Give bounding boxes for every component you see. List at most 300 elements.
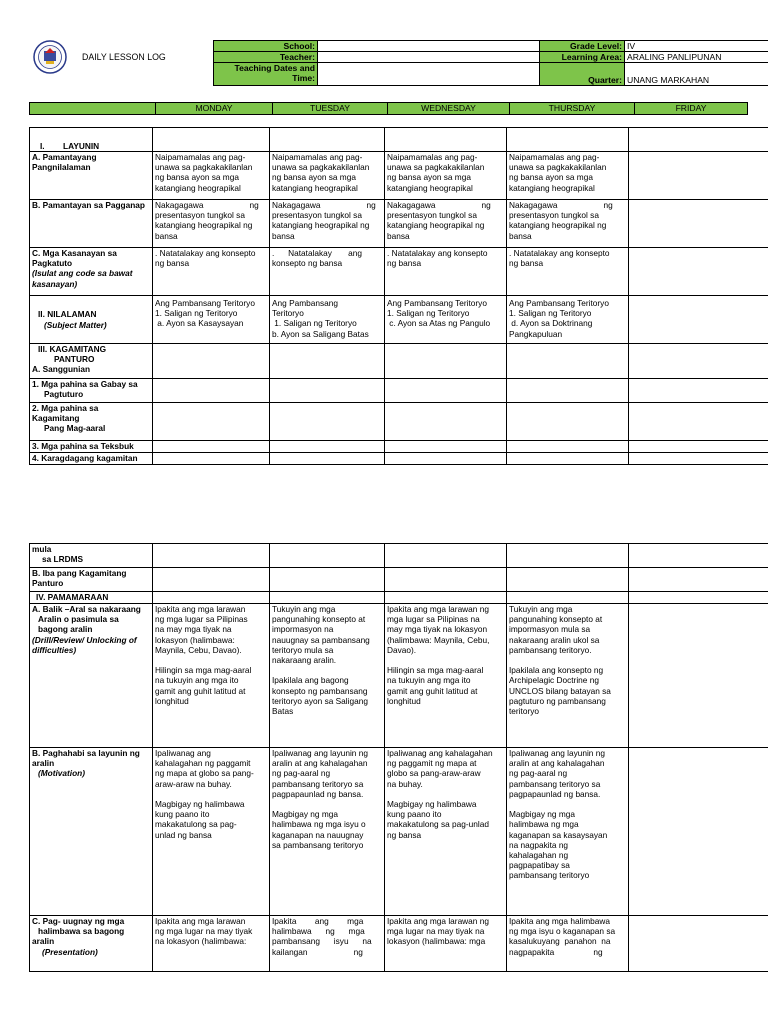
cell-thursday[interactable] [507,748,629,916]
cell-line: pambansang teritoryo. [509,644,592,655]
cell-line: katangiang heograpikal [509,182,595,193]
cell-line: katangiang heograpikal [387,182,473,193]
quarter-value-text: UNANG MARKAHAN [627,75,710,85]
cell-line: d. Ayon sa Doktrinang [509,318,593,329]
row-label-kagamitang-mag-aaral [30,403,153,441]
cell-line: Nakagagawa ng [387,200,491,210]
cell-line: presentasyon tungkol sa [272,210,362,221]
cell-line: longhitud [387,695,421,706]
days-bar [29,102,748,115]
cell-line: Teritoryo [272,308,304,319]
label-line: B. Paghahabi sa layunin ng [32,748,140,758]
cell[interactable] [153,128,270,152]
cell-line: unawa sa pagkakakilanlan [509,162,607,173]
cell-line: pangunahing konsepto at [272,614,366,625]
cell[interactable] [270,441,385,453]
cell-wednesday[interactable] [385,604,507,748]
cell-line: na tukuyin ang mga ito [155,675,239,686]
cell-line: katangiang heograpikal ng [509,220,607,231]
row-label-nilalaman [30,296,153,344]
cell-friday[interactable] [629,248,768,296]
cell-line: Ipakilala ang konsepto ng [509,665,604,676]
label-line: Pagkatuto [32,258,73,269]
label-line: Pangnilalaman [32,162,91,173]
cell-line: teritoryo mula sa [272,644,334,655]
cell-line: Naipamamalas ang pag- [272,152,363,162]
cell-wednesday[interactable] [385,248,507,296]
cell[interactable] [385,592,507,604]
cell-line: araw-araw na buhay. [155,778,232,789]
cell-line: unawa sa pagkakakilanlan [272,162,370,173]
cell-line-spacer [387,789,504,799]
cell-thursday[interactable] [507,200,629,248]
cell-line: Tukuyin ang mga [509,604,573,614]
cell[interactable] [385,379,507,403]
cell-line: halimbawa ng mga isyu o [272,819,366,830]
label-line: B. Iba pang Kagamitang [32,568,127,578]
label-line: Pagtuturo [44,389,84,400]
cell-line: Ang Pambansang Teritoryo [509,298,609,308]
cell-line: Ipakita ang mga [272,916,364,926]
cell-line: Maynila, Cebu, Davao). [155,644,242,655]
cell-line-spacer [509,655,626,665]
label-line: A. Balik –Aral sa nakaraang [32,604,141,614]
cell-line: na nagpakita ng [509,839,569,850]
cell-line: Ipakita ang mga larawan [155,916,246,926]
cell-wednesday[interactable] [385,916,507,972]
cell-monday[interactable] [153,916,270,972]
cell-line-spacer [272,799,382,809]
cell-line: halimbawa ng mga [272,926,365,937]
label-line: C. Pag- uugnay ng mga [32,916,125,926]
cell-line: Archipelagic Doctrine ng [509,675,599,686]
cell-line-spacer [387,655,504,665]
cell-line: presentasyon tungkol sa [155,210,245,221]
day-thursday: THURSDAY [510,103,635,115]
cell-thursday[interactable] [507,152,629,200]
quarter-value[interactable] [625,63,768,86]
cell-line: kaganapan sa kasaysayan [509,829,608,840]
cell-line: ng bansa [155,258,190,269]
cell-wednesday[interactable] [385,200,507,248]
cell-line: gamit ang guhit latitud at [387,685,478,696]
page-title: DAILY LESSON LOG [82,52,166,62]
cell[interactable] [153,441,270,453]
cell-line: pambansang isyu na [272,936,372,947]
cell-line: aralin at ang kahalagahan [272,758,368,769]
cell[interactable] [385,544,507,568]
cell-line: makakatulong sa pag-unlad [387,819,489,830]
cell-line: kailangan ng [272,946,363,957]
label-line: kasanayan) [32,278,78,289]
cell-line: pagtuturo ng pambansang [509,695,606,706]
cell-line: katangiang heograpikal [155,182,241,193]
cell[interactable] [629,544,768,568]
cell[interactable] [153,344,270,379]
cell[interactable] [153,568,270,592]
cell-line: nakaraang aralin ukol sa [509,634,600,645]
label-line: B. Pamantayan sa Pagganap [32,200,145,210]
cell-friday[interactable] [629,296,768,344]
area-value[interactable]: ARALING PANLIPUNAN [625,52,768,63]
cell-line: mga lugar na may tiyak na [387,926,485,937]
label-line: (Subject Matter) [44,319,107,330]
cell-line: Ipaliwanag ang layunin ng [509,748,605,758]
cell-line: kung paano ito [387,809,442,820]
cell-line: kaganapan na nauugnay [272,829,364,840]
cell-line: Ang Pambansang [272,298,338,308]
row-label-karagdagang-kagamitan [30,453,153,465]
cell-line: Ipaliwanag ang kahalagahan [387,748,493,758]
cell-line: teritoryo ayon sa Saligang [272,695,368,706]
label-line: 2. Mga pahina sa [32,403,99,413]
cell-line: nauugnay sa pambansang [272,634,370,645]
label-line: IV. PAMAMARAAN [36,592,109,602]
cell-line: Hilingin sa mga mag-aaral [387,665,484,676]
label-line: (Presentation) [42,946,98,957]
cell[interactable] [507,128,629,152]
cell-line: a. Ayon sa Kasaysayan [155,318,244,329]
cell-friday[interactable] [629,916,768,972]
cell-thursday[interactable] [507,296,629,344]
cell[interactable] [507,592,629,604]
cell-line: kahalagahan ng [509,850,569,861]
cell[interactable] [507,344,629,379]
cell[interactable] [153,453,270,465]
label-line: halimbawa sa bagong [38,926,125,937]
row-label-pamantayan-sa-pagganap [30,200,153,248]
cell[interactable] [629,568,768,592]
label-line: difficulties) [32,644,77,655]
day-friday: FRIDAY [635,103,748,115]
area-label: Learning Area: [540,52,625,63]
cell[interactable] [270,403,385,441]
cell-line: konsepto ng pambansang [272,685,368,696]
cell-line: sa pambansang teritoryo [272,839,364,850]
cell-line: makakatulong sa pag- [155,819,237,830]
cell-line: Magbigay ng mga [509,809,575,820]
cell-line: Naipamamalas ang pag- [387,152,478,162]
cell-line-spacer [272,665,382,675]
cell[interactable] [153,544,270,568]
label-line: II. NILALAMAN [38,309,97,320]
cell[interactable] [629,441,768,453]
lesson-table-part-2 [29,543,768,972]
cell[interactable] [507,379,629,403]
layunin-text: I. LAYUNIN [40,140,100,151]
row-label-teksbuk [30,441,153,453]
cell-tuesday[interactable] [270,916,385,972]
cell-monday[interactable] [153,200,270,248]
cell-line: ng mga lugar na may tiyak [155,926,253,937]
cell-line: lokasyon (halimbawa: mga [387,936,486,947]
label-line: 1. Mga pahina sa Gabay sa [32,379,138,389]
cell-line: ng mapa at globo sa pang- [155,768,254,779]
cell-line: Batas [272,706,294,717]
cell-line: (halimbawa: Maynila, Cebu, [387,634,490,645]
cell-friday[interactable] [629,152,768,200]
day-wednesday: WEDNESDAY [388,103,510,115]
label-line: A. Sanggunian [32,364,91,375]
cell[interactable] [507,453,629,465]
cell-line: 1. Saligan ng Teritoryo [387,308,470,319]
cell[interactable] [629,592,768,604]
label-line: (Motivation) [38,768,86,779]
school-field[interactable] [318,41,540,52]
row-label-pag-uugnay [30,916,153,972]
dates-field[interactable] [318,63,540,86]
cell-tuesday[interactable] [270,248,385,296]
cell-line: may mga tiyak na lokasyon [387,624,488,635]
cell[interactable] [385,128,507,152]
cell[interactable] [270,128,385,152]
cell-line: na buhay. [387,778,423,789]
cell-monday[interactable] [153,604,270,748]
cell-line: bansa [387,230,410,241]
cell-line: ng mga lugar sa Pilipinas [155,614,248,625]
label-line: 3. Mga pahina sa Teksbuk [32,441,134,451]
cell[interactable] [385,344,507,379]
cell-line: Naipamamalas ang pag- [155,152,246,162]
cell[interactable] [270,544,385,568]
row-label-iba-pang-kagamitang [30,568,153,592]
cell-line: ng bansa [387,258,422,269]
cell[interactable] [507,441,629,453]
label-line: 4. Karagdagang kagamitan [32,453,138,463]
cell[interactable] [153,403,270,441]
days-bar-blank [30,103,156,115]
cell-line: bansa [272,230,295,241]
cell-line: Ang Pambansang Teritoryo [387,298,487,308]
cell-tuesday[interactable] [270,748,385,916]
cell-line: b. Ayon sa Saligang Batas [272,328,369,339]
cell-line: bansa [155,230,178,241]
cell-line: UNCLOS bilang batayan sa [509,685,611,696]
label-line: C. Mga Kasanayan sa [32,248,117,258]
cell[interactable] [385,403,507,441]
label-line: mula [32,544,52,554]
cell-line: Davao). [387,644,417,655]
cell-line: ng paggamit ng mapa at [387,758,477,769]
cell-line: ng mga isyu o kaganapan sa [509,926,616,937]
cell-line: pambansang teritoryo sa [509,778,601,789]
cell-line: ng bansa ayon sa mga [272,172,356,183]
day-monday: MONDAY [156,103,273,115]
cell-line: aralin at ang kahalagahan [509,758,605,769]
cell-line: ng bansa [509,258,544,269]
cell-line: c. Ayon sa Atas ng Pangulo [387,318,491,329]
cell[interactable] [629,128,768,152]
cell-line: . Natatalakay ang konsepto [509,248,610,258]
cell-line: unlad ng bansa [155,829,212,840]
cell-line: kahalagahan ng paggamit [155,758,251,769]
cell-line: ng pag-aaral ng [509,768,568,779]
cell-line: pambansang teritoryo sa [272,778,364,789]
cell-line: 1. Saligan ng Teritoryo [509,308,592,319]
row-label-kasanayan-sa-pagkatuto [30,248,153,296]
row-label-lrdms [30,544,153,568]
cell[interactable] [507,403,629,441]
cell-line: bansa [509,230,532,241]
cell-line: na may mga tiyak na [155,624,232,635]
cell-line: Ipakita ang mga larawan [155,604,246,614]
cell[interactable] [629,344,768,379]
label-line: sa LRDMS [42,554,84,565]
cell-line: . Natatalakay ang konsepto [387,248,488,258]
cell-line: nagpapakita ng [509,946,603,957]
cell-line: Ipakita ang mga larawan ng [387,916,489,926]
cell-line: halimbawa ng mga [509,819,579,830]
cell-line: teritoryo [509,706,539,717]
label-line: Pang Mag-aaral [44,423,106,434]
row-label-pamamaraan [30,592,153,604]
cell[interactable] [270,592,385,604]
cell[interactable] [629,379,768,403]
cell-line: longhitud [155,695,189,706]
cell-tuesday[interactable] [270,200,385,248]
cell-line: . Natatalakay ang [272,248,362,258]
cell-line: presentasyon tungkol sa [509,210,599,221]
cell-thursday[interactable] [507,916,629,972]
label-line: Kagamitang [32,413,80,424]
row-label-pamantayang-pangnilalaman [30,152,153,200]
cell-line: ng bansa [387,829,422,840]
label-line: bagong aralin [38,624,93,635]
cell-friday[interactable] [629,200,768,248]
cell-wednesday[interactable] [385,296,507,344]
cell-monday[interactable] [153,296,270,344]
cell-line: globo sa pang-araw-araw [387,768,481,779]
cell-line: Tukuyin ang mga [272,604,336,614]
cell-tuesday[interactable] [270,296,385,344]
cell-friday[interactable] [629,748,768,916]
label-line: aralin [32,936,55,947]
cell[interactable] [270,344,385,379]
cell[interactable] [629,453,768,465]
cell-line: pagpapatibay sa [509,860,570,871]
cell-line: unawa sa pagkakakilanlan [155,162,253,173]
label-line: Aralin o pasimula sa [38,614,119,625]
cell-line: Ipakita ang mga halimbawa [509,916,611,926]
cell[interactable] [385,441,507,453]
deped-seal-logo [33,40,67,74]
grade-value[interactable]: IV [625,41,768,52]
cell-line-spacer [155,655,267,665]
cell-monday[interactable] [153,748,270,916]
row-label-paghahabi [30,748,153,916]
cell-line: Pangkapuluan [509,328,563,339]
cell[interactable] [270,453,385,465]
cell-line: 1. Saligan ng Teritoryo [155,308,238,319]
cell-line: katangiang heograpikal ng [272,220,370,231]
cell-line: katangiang heograpikal [272,182,358,193]
quarter-label [540,63,625,86]
cell-line: ng bansa ayon sa mga [155,172,239,183]
cell-line: impormasyon na [272,624,334,635]
cell-friday[interactable] [629,604,768,748]
cell-line: Ipakilala ang bagong [272,675,349,686]
lesson-table-part-1 [29,127,768,465]
cell-line: mga lugar sa Pilipinas na [387,614,480,625]
cell-line: nakaraang aralin. [272,655,337,666]
cell-line: Magbigay ng halimbawa [155,799,245,810]
cell-line-spacer [155,789,267,799]
cell[interactable] [507,544,629,568]
cell[interactable] [385,568,507,592]
cell-line: pangunahing konsepto at [509,614,603,625]
school-label: School: [214,41,318,52]
label-line: aralin [32,758,55,769]
cell[interactable] [507,568,629,592]
cell-line: kung paano ito [155,809,210,820]
row-label-kagamitang-panturo [30,344,153,379]
header-table [213,40,768,86]
label-line: (Drill/Review/ Unlocking of [32,634,137,645]
cell[interactable] [153,592,270,604]
cell-line: kasalukuyang panahon na [509,936,611,947]
cell-line: lokasyon (halimbawa: [155,634,235,645]
cell-line: Nakagagawa ng [155,200,259,210]
cell-line: presentasyon tungkol sa [387,210,477,221]
cell-line: Naipamamalas ang pag- [509,152,600,162]
cell-thursday[interactable] [507,248,629,296]
cell-line: pagpapaunlad ng bansa. [272,788,364,799]
teacher-label: Teacher: [214,52,318,63]
cell[interactable] [629,403,768,441]
cell-line: . Natatalakay ang konsepto [155,248,256,258]
cell[interactable] [385,453,507,465]
label-line: PANTURO [54,354,95,365]
label-line: III. KAGAMITANG [38,344,107,354]
cell-line: 1. Saligan ng Teritoryo [272,318,357,329]
cell-wednesday[interactable] [385,152,507,200]
layunin-heading [30,128,153,152]
cell-line: pambansang teritoryo [509,870,590,881]
cell-monday[interactable] [153,152,270,200]
dates-label-line: Time: [292,73,315,83]
cell-line: unawa sa pagkakakilanlan [387,162,485,173]
cell-tuesday[interactable] [270,152,385,200]
cell[interactable] [153,379,270,403]
cell-line: impormasyon mula sa [509,624,591,635]
cell-line: ng bansa ayon sa mga [509,172,593,183]
cell-line-spacer [509,799,626,809]
cell-line: pagpapaunlad ng bansa. [509,788,601,799]
label-line: Panturo [32,578,64,589]
cell-line: Magbigay ng halimbawa [387,799,477,810]
cell-monday[interactable] [153,248,270,296]
cell-line: ng pag-aaral ng [272,768,331,779]
cell-thursday[interactable] [507,604,629,748]
cell-line: katangiang heograpikal ng [387,220,485,231]
cell-tuesday[interactable] [270,604,385,748]
cell-line: na tukuyin ang mga ito [387,675,471,686]
cell-line: katangiang heograpikal ng [155,220,253,231]
cell[interactable] [270,379,385,403]
cell-line: konsepto ng bansa [272,258,343,269]
row-label-gabay-sa-pagtuturo [30,379,153,403]
cell-line: na lokasyon (halimbawa: [155,936,247,947]
cell-line: gamit ang guhit latitud at [155,685,246,696]
teacher-field[interactable] [318,52,540,63]
dates-label [214,63,318,86]
cell-line: ng bansa ayon sa mga [387,172,471,183]
cell-wednesday[interactable] [385,748,507,916]
cell-line: Magbigay ng mga [272,809,338,820]
cell[interactable] [270,568,385,592]
label-line: A. Pamantayang [32,152,97,162]
quarter-label-text: Quarter: [588,75,622,85]
